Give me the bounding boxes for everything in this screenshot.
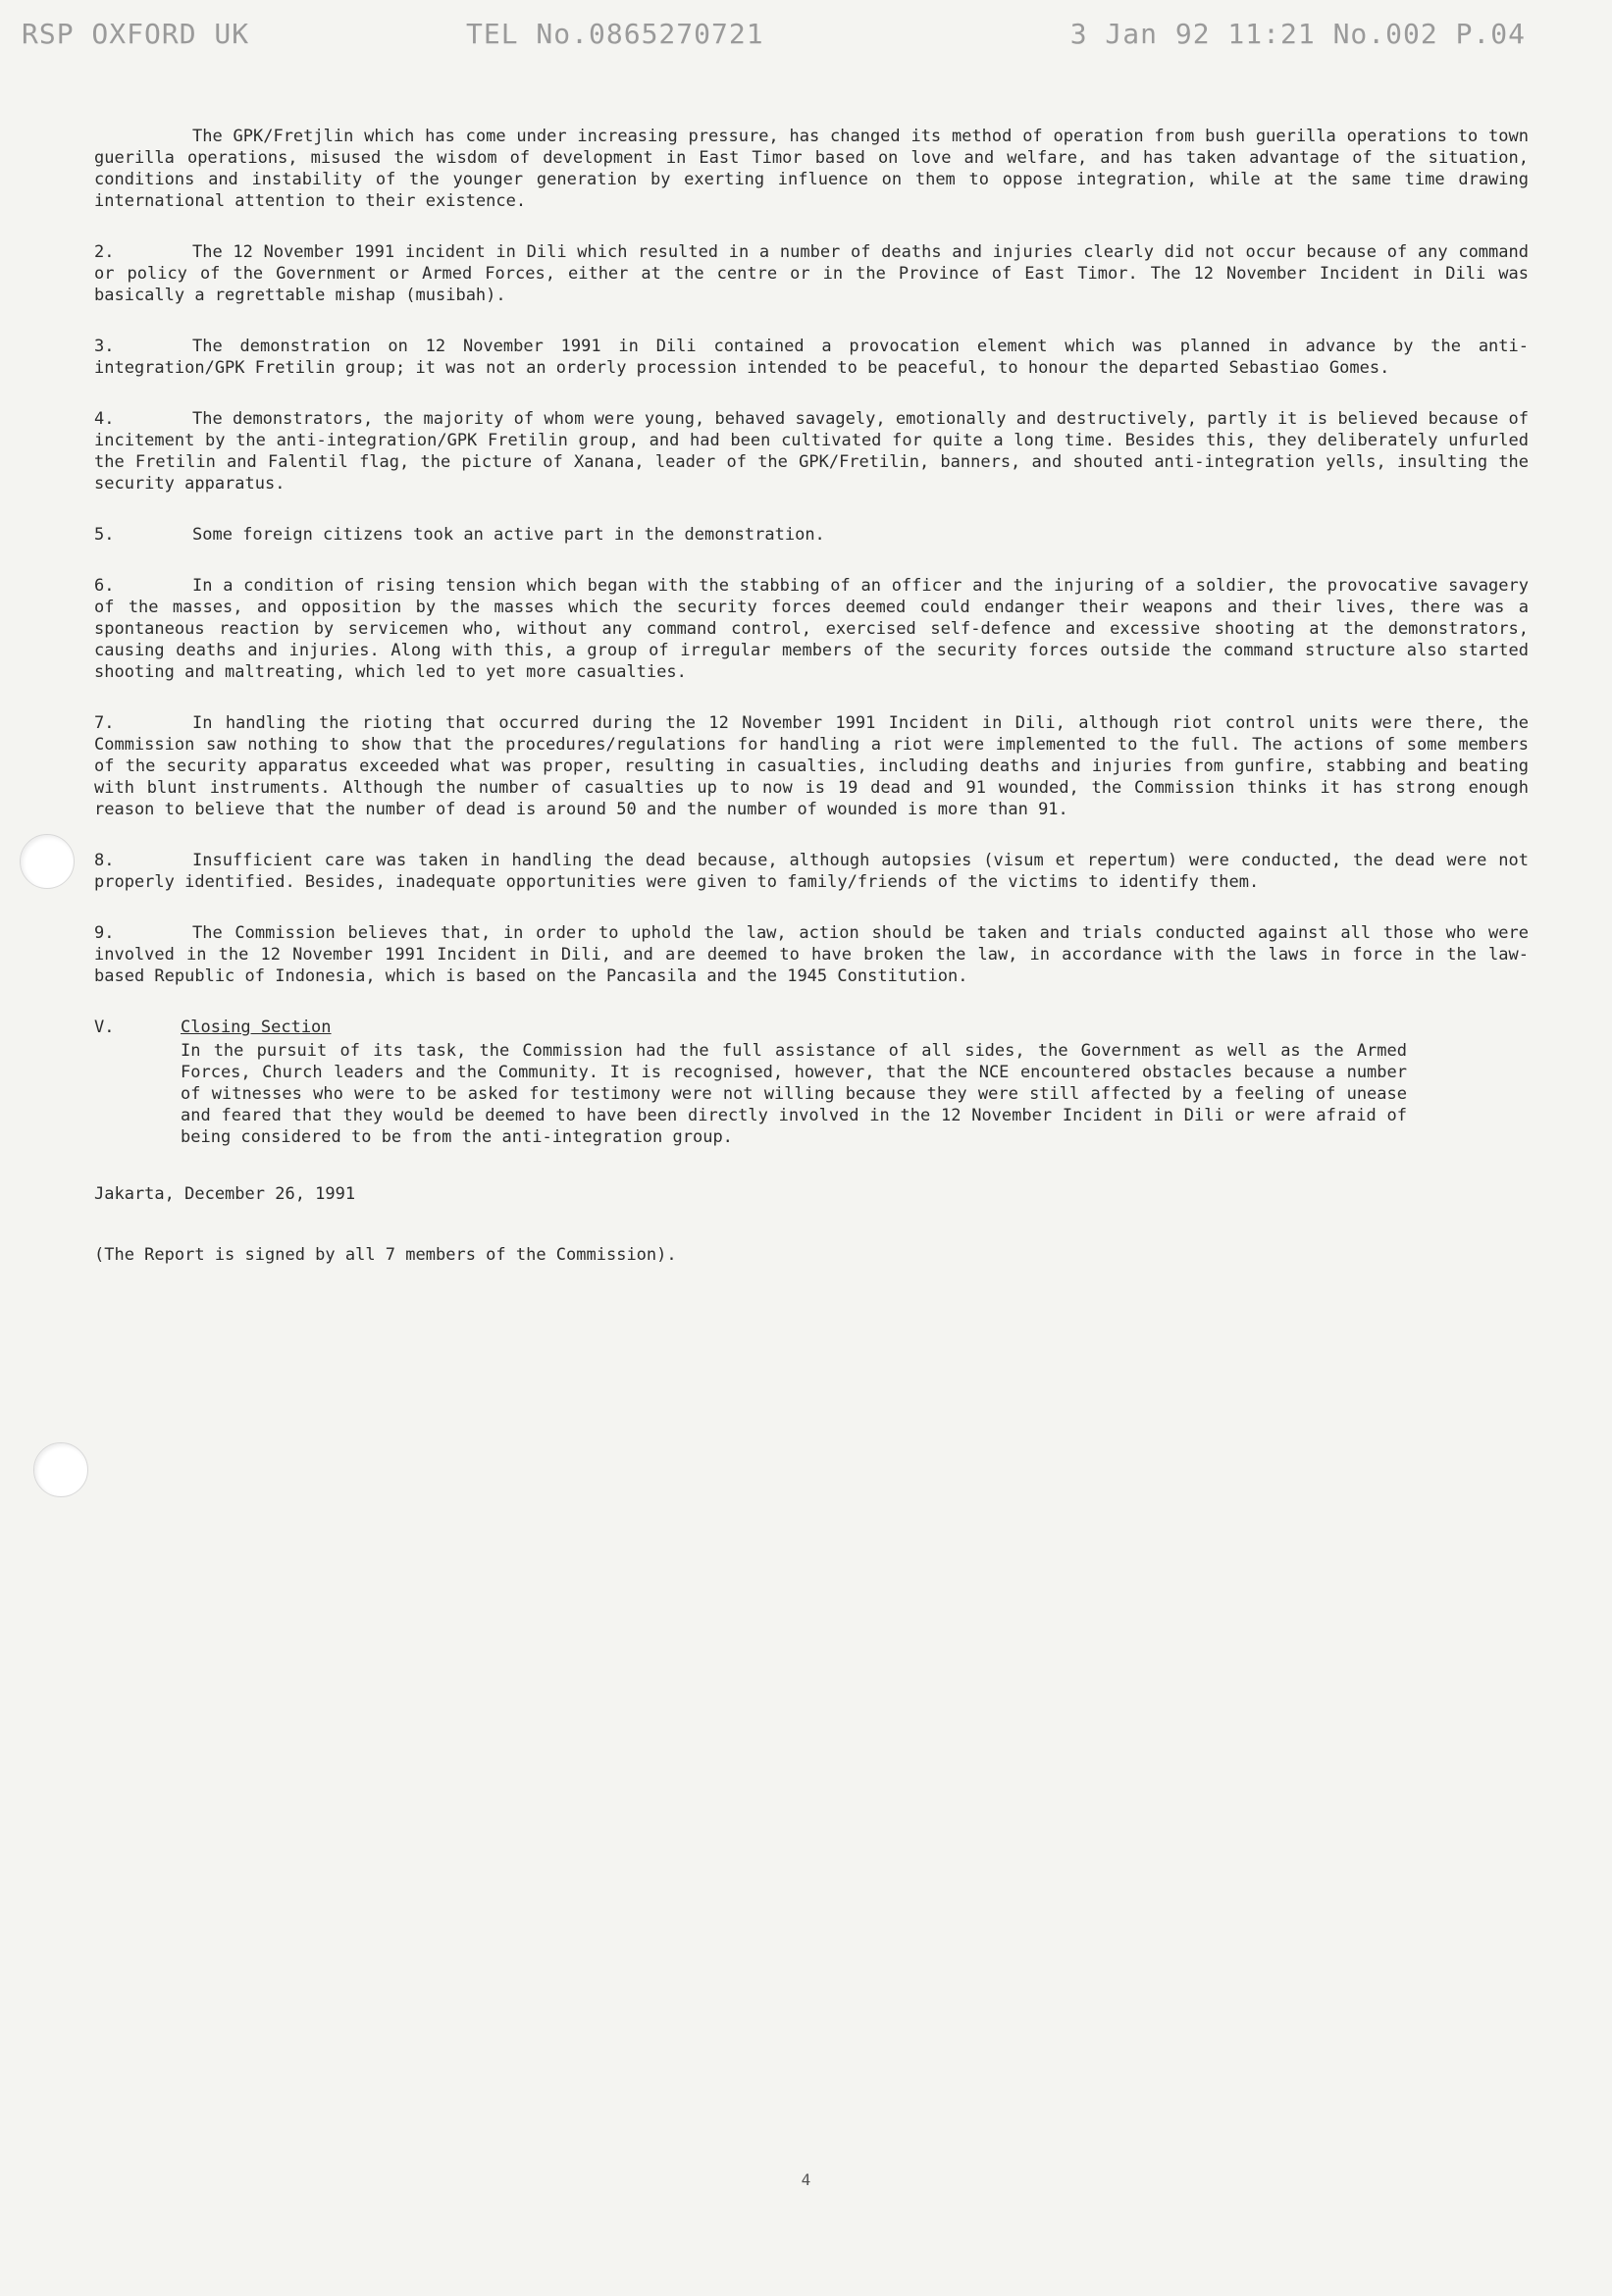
paragraph-text: Some foreign citizens took an active part in the demonstration. <box>192 525 825 545</box>
numbered-paragraph <box>94 336 1529 379</box>
numbered-paragraph <box>94 524 1529 546</box>
closing-section <box>94 1017 1529 1148</box>
fax-header <box>22 18 1526 57</box>
paragraph-text: In handling the rioting that occurred during the 12 November 1991 Incident in Dili, although riot control units were there, the Commission saw nothing to show that the procedures/regulations for handling a riot were implemented to the full. The actions of some members of the security apparatus exceeded what was proper, resulting in casualties, including deaths and injuries from gunfire, stabbing and beating with blunt instruments. Although the number of casualties up to now is 19 dead and 91 wounded, the Commission thinks it has strong enough reason to believe that the number of dead is around 50 and the number of wounded is more than 91. <box>94 713 1529 819</box>
paragraph-number: 8. <box>94 851 115 870</box>
paragraph-number: 3. <box>94 337 115 356</box>
signature-note: (The Report is signed by all 7 members of the Commission). <box>94 1245 677 1265</box>
paragraph-number: 6. <box>94 576 115 596</box>
paragraph-number: 5. <box>94 525 115 545</box>
numbered-paragraph <box>94 241 1529 306</box>
paragraph-text: The demonstration on 12 November 1991 in Dili contained a provocation element which was planned in advance by the anti-integration/GPK Fretilin group; it was not an orderly procession intended to be peaceful, to honour the departed Sebastiao Gomes. <box>94 337 1529 378</box>
paragraph-text: The 12 November 1991 incident in Dili which resulted in a number of deaths and injuries clearly did not occur because of any command or policy of the Government or Armed Forces, either at the centre or in the Province of East Timor. The 12 November Incident in Dili was basically a regrettable mishap (musibah). <box>94 242 1529 305</box>
intro-paragraph: The GPK/Fretjlin which has come under increasing pressure, has changed its method of operation from bush guerilla operations to town guerilla operations, misused the wisdom of development in East Timor based on love and welfare, and has taken advantage of the situation, conditions and instability of the younger generation by exerting influence on them to oppose integration, while at the same time drawing international attention to their existence. <box>94 127 1529 211</box>
numbered-paragraph <box>94 408 1529 495</box>
paragraph-number: 7. <box>94 713 115 733</box>
fax-sender: RSP OXFORD UK <box>22 18 250 50</box>
paragraph-text: The demonstrators, the majority of whom were young, behaved savagely, emotionally and destructively, partly it is believed because of incitement by the anti-integration/GPK Fretilin group, and had been cultivated for quite a long time. Besides this, they deliberately unfurled the Fretilin and Falentil flag, the picture of Xanana, leader of the GPK/Fretilin, banners, and shouted anti-integration yells, insulting the security apparatus. <box>94 409 1529 494</box>
paragraph-text: Insufficient care was taken in handling the dead because, although autopsies (visum et repertum) were conducted, the dead were not properly identified. Besides, inadequate opportunities were given to family/friends of the victims to identify them. <box>94 851 1529 892</box>
numbered-paragraph <box>94 712 1529 820</box>
paragraph-text: The Commission believes that, in order to uphold the law, action should be taken and trials conducted against all those who were involved in the 12 November 1991 Incident in Dili, and are deemed to have broken the law, in accordance with the laws in force in the law-based Republic of Indonesia, which is based on the Pancasila and the 1945 Constitution. <box>94 923 1529 986</box>
paragraph-number: 2. <box>94 242 115 262</box>
numbered-paragraph <box>94 850 1529 893</box>
punch-hole <box>20 834 75 889</box>
place-date: Jakarta, December 26, 1991 <box>94 1184 356 1204</box>
numbered-paragraph <box>94 922 1529 987</box>
paragraph-number: 4. <box>94 409 115 429</box>
numbered-paragraph <box>94 575 1529 683</box>
page-number: 4 <box>801 2170 811 2189</box>
section-heading: Closing Section <box>181 1018 332 1037</box>
fax-timestamp: 3 Jan 92 11:21 No.002 P.04 <box>1069 18 1526 50</box>
section-text: In the pursuit of its task, the Commission had the full assistance of all sides, the Government as well as the Armed Forces, Church leaders and the Community. It is recognised, however, that the NCE encountered obstacles because a number of witnesses who were to be asked for testimony were not willing because they were still affected by a feeling of unease and feared that they would be deemed to have been directly involved in the 12 November Incident in Dili or were afraid of being considered to be from the anti-integration group. <box>181 1041 1407 1147</box>
paragraph-text: In a condition of rising tension which began with the stabbing of an officer and the injuring of a soldier, the provocative savagery of the masses, and opposition by the masses which the security forces deemed could endanger their weapons and their lives, there was a spontaneous reaction by servicemen who, without any command control, exercised self-defence and excessive shooting at the demonstrators, causing deaths and injuries. Along with this, a group of irregular members of the security forces outside the command structure also started shooting and maltreating, which led to yet more casualties. <box>94 576 1529 682</box>
punch-hole <box>33 1442 88 1497</box>
document-body <box>94 126 1529 1266</box>
section-number: V. <box>94 1018 115 1037</box>
paragraph-number: 9. <box>94 923 115 943</box>
fax-telephone: TEL No.0865270721 <box>466 18 764 50</box>
